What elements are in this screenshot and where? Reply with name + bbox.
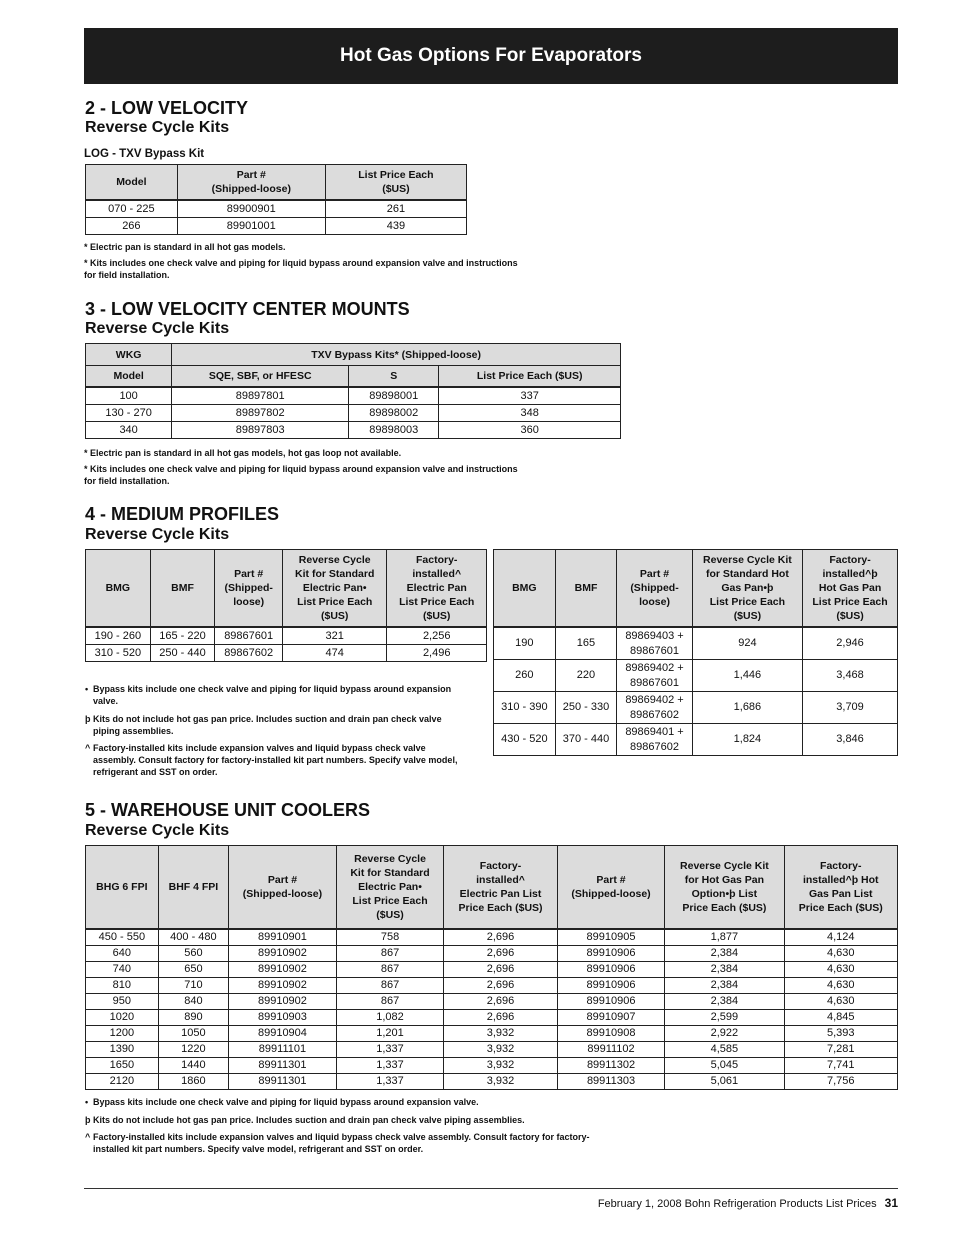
table-cell: 89898003 — [349, 422, 439, 439]
table-cell: 1,082 — [336, 1010, 444, 1026]
column-header: BMG — [494, 550, 556, 628]
table-cell: 261 — [325, 200, 466, 218]
table-cell: 1,877 — [665, 929, 784, 946]
table-cell: 89910902 — [229, 978, 337, 994]
section-5-subtitle: Reverse Cycle Kits — [85, 822, 230, 839]
header-row — [86, 846, 898, 930]
table-cell: 439 — [325, 218, 466, 235]
column-header: S — [349, 366, 439, 388]
column-header: Part # (Shipped-loose) — [177, 165, 325, 201]
section-2-note-1: * Electric pan is standard in all hot gas models. — [84, 242, 286, 252]
table-cell: 89869402 + 89867602 — [617, 692, 692, 724]
header-row — [86, 366, 621, 388]
section-5-note-2 — [85, 1114, 785, 1126]
table-cell: 321 — [283, 627, 387, 645]
table-cell: 2,384 — [665, 978, 784, 994]
table-cell: 758 — [336, 929, 444, 946]
table-cell: 950 — [86, 994, 159, 1010]
column-header: Part # (Shipped-loose) — [229, 846, 337, 930]
table-row — [86, 200, 467, 218]
table-cell: 360 — [439, 422, 621, 439]
table-cell: 430 - 520 — [494, 724, 556, 756]
note-symbol: • — [85, 1097, 89, 1107]
table-cell: 370 - 440 — [555, 724, 617, 756]
table-cell: 3,468 — [803, 660, 898, 692]
section-3-table — [85, 343, 621, 439]
column-header: Reverse Cycle Kit for Hot Gas Pan Option•þ List Price Each ($US) — [665, 846, 784, 930]
section-3-title: 3 - LOW VELOCITY CENTER MOUNTS — [85, 299, 410, 319]
table-cell: 7,756 — [784, 1074, 897, 1090]
table-cell: 165 — [555, 627, 617, 660]
table-cell: 4,630 — [784, 962, 897, 978]
table-cell: 89901001 — [177, 218, 325, 235]
column-header: Part # (Shipped-loose) — [557, 846, 665, 930]
column-header: BMF — [150, 550, 215, 628]
header-row — [86, 165, 467, 201]
section-4-right-table — [493, 549, 898, 756]
section-5-note-3 — [85, 1131, 625, 1155]
header-row — [86, 550, 487, 628]
table-cell: 2,696 — [444, 962, 557, 978]
table-cell: 89910902 — [229, 946, 337, 962]
table-row — [86, 994, 898, 1010]
table-row — [86, 1026, 898, 1042]
table-row — [86, 978, 898, 994]
table-cell: 89898002 — [349, 405, 439, 422]
note-symbol: þ — [85, 714, 91, 724]
table-cell: 1220 — [158, 1042, 229, 1058]
table-cell: 89910908 — [557, 1026, 665, 1042]
table-cell: 924 — [692, 627, 802, 660]
table-cell: 867 — [336, 994, 444, 1010]
table-cell: 89910903 — [229, 1010, 337, 1026]
table-cell: 2120 — [86, 1074, 159, 1090]
column-header: BMF — [555, 550, 617, 628]
table-cell: 070 - 225 — [86, 200, 178, 218]
table-row — [86, 387, 621, 405]
table-cell: 89897802 — [172, 405, 349, 422]
table-cell: 89911301 — [229, 1074, 337, 1090]
table-cell: 4,585 — [665, 1042, 784, 1058]
section-4-note-3 — [85, 742, 460, 778]
table-cell: 337 — [439, 387, 621, 405]
table-cell: 640 — [86, 946, 159, 962]
table-cell: 250 - 440 — [150, 645, 215, 662]
table-cell: 867 — [336, 962, 444, 978]
table-row — [494, 627, 898, 660]
table-cell: 890 — [158, 1010, 229, 1026]
table-cell: 310 - 520 — [86, 645, 151, 662]
table-row — [494, 692, 898, 724]
table-cell: 710 — [158, 978, 229, 994]
table-cell: 100 — [86, 387, 172, 405]
table-cell: 165 - 220 — [150, 627, 215, 645]
table-cell: 1200 — [86, 1026, 159, 1042]
table-row — [494, 660, 898, 692]
note-text: Bypass kits include one check valve and piping for liquid bypass around expansion valve. — [93, 1097, 479, 1107]
table-cell: 740 — [86, 962, 159, 978]
table-cell: 89900901 — [177, 200, 325, 218]
table-cell: 867 — [336, 978, 444, 994]
table-cell: 2,922 — [665, 1026, 784, 1042]
table-row — [86, 946, 898, 962]
section-3-note-2: * Kits includes one check valve and piping for liquid bypass around expansion valve and instructions for field installation. — [84, 464, 518, 486]
table-cell: 89911303 — [557, 1074, 665, 1090]
table-cell: 4,845 — [784, 1010, 897, 1026]
table-row — [86, 405, 621, 422]
table-cell: 4,124 — [784, 929, 897, 946]
table-cell: 474 — [283, 645, 387, 662]
table-cell: 190 - 260 — [86, 627, 151, 645]
table-cell: 2,384 — [665, 994, 784, 1010]
section-5-table — [85, 845, 898, 1090]
table-cell: 650 — [158, 962, 229, 978]
table-cell: 89910906 — [557, 962, 665, 978]
note-symbol: þ — [85, 1115, 91, 1125]
table-cell: 2,696 — [444, 946, 557, 962]
table-cell: 1650 — [86, 1058, 159, 1074]
table-cell: 1440 — [158, 1058, 229, 1074]
table-cell: 89869401 + 89867602 — [617, 724, 692, 756]
note-text: Factory-installed kits include expansion valves and liquid bypass check valve assembly. Consult factory for factory-installed kit part numbers. Specify valve model, refrigerant and SST on order. — [93, 1132, 590, 1154]
table-cell: 89910906 — [557, 946, 665, 962]
table-cell: 2,696 — [444, 994, 557, 1010]
section-4-left-table — [85, 549, 487, 662]
group-header-row — [86, 344, 621, 366]
table-cell: 2,946 — [803, 627, 898, 660]
table-row — [86, 962, 898, 978]
column-header: BHG 6 FPI — [86, 846, 159, 930]
table-row — [86, 645, 487, 662]
column-header: Factory- installed^ Electric Pan List Price Each ($US) — [444, 846, 557, 930]
footer-text: February 1, 2008 Bohn Refrigeration Products List Prices — [597, 1198, 877, 1210]
section-2-note-2: * Kits includes one check valve and piping for liquid bypass around expansion valve and instructions for field installation. — [84, 258, 518, 280]
column-header: SQE, SBF, or HFESC — [172, 366, 349, 388]
table-cell: 4,630 — [784, 994, 897, 1010]
table-cell: 340 — [86, 422, 172, 439]
group-header: TXV Bypass Kits* (Shipped-loose) — [172, 344, 621, 366]
table-cell: 89911101 — [229, 1042, 337, 1058]
section-2-subtitle: Reverse Cycle Kits — [85, 119, 230, 136]
table-row — [86, 218, 467, 235]
table-cell: 1,337 — [336, 1074, 444, 1090]
column-header: Model — [86, 366, 172, 388]
note-text: Bypass kits include one check valve and piping for liquid bypass around expansion valve. — [93, 684, 452, 706]
table-row — [86, 1042, 898, 1058]
table-cell: 89911301 — [229, 1058, 337, 1074]
table-cell: 1390 — [86, 1042, 159, 1058]
page-title: Hot Gas Options For Evaporators — [340, 45, 642, 66]
table-cell: 840 — [158, 994, 229, 1010]
column-header: Reverse Cycle Kit for Standard Electric Pan• List Price Each ($US) — [336, 846, 444, 930]
note-symbol: ^ — [85, 743, 91, 753]
section-4-note-1 — [85, 683, 460, 707]
table-cell: 1860 — [158, 1074, 229, 1090]
column-header: Factory- installed^þ Hot Gas Pan List Price Each ($US) — [803, 550, 898, 628]
table-cell: 89869403 + 89867601 — [617, 627, 692, 660]
table-row — [86, 1010, 898, 1026]
table-cell: 89867602 — [215, 645, 283, 662]
column-header: Reverse Cycle Kit for Standard Electric Pan• List Price Each ($US) — [283, 550, 387, 628]
table-row — [86, 422, 621, 439]
column-header: BMG — [86, 550, 151, 628]
table-cell: 867 — [336, 946, 444, 962]
table-cell: 130 - 270 — [86, 405, 172, 422]
table-row — [86, 929, 898, 946]
note-text: Kits do not include hot gas pan price. Includes suction and drain pan check valve piping assemblies. — [93, 714, 442, 736]
footer-divider — [84, 1188, 898, 1189]
table-cell: 190 — [494, 627, 556, 660]
table-cell: 310 - 390 — [494, 692, 556, 724]
table-cell: 5,393 — [784, 1026, 897, 1042]
table-cell: 3,709 — [803, 692, 898, 724]
table-cell: 450 - 550 — [86, 929, 159, 946]
table-cell: 3,932 — [444, 1058, 557, 1074]
column-header: Part # (Shipped- loose) — [617, 550, 692, 628]
note-text: Kits do not include hot gas pan price. Includes suction and drain pan check valve piping assemblies. — [93, 1115, 525, 1125]
column-header: List Price Each ($US) — [439, 366, 621, 388]
table-cell: 2,696 — [444, 1010, 557, 1026]
table-cell: 1050 — [158, 1026, 229, 1042]
note-symbol: • — [85, 684, 89, 694]
table-cell: 266 — [86, 218, 178, 235]
header-banner — [84, 28, 898, 84]
table-row — [494, 724, 898, 756]
section-3-note-1: * Electric pan is standard in all hot gas models, hot gas loop not available. — [84, 448, 402, 458]
table-cell: 560 — [158, 946, 229, 962]
table-cell: 1,337 — [336, 1058, 444, 1074]
table-cell: 89910905 — [557, 929, 665, 946]
table-cell: 89910904 — [229, 1026, 337, 1042]
table-cell: 89898001 — [349, 387, 439, 405]
section-2-kit-title: LOG - TXV Bypass Kit — [84, 148, 205, 160]
table-cell: 220 — [555, 660, 617, 692]
page-number: 31 — [884, 1196, 898, 1210]
column-header: List Price Each ($US) — [325, 165, 466, 201]
table-cell: 4,630 — [784, 978, 897, 994]
table-cell: 3,932 — [444, 1074, 557, 1090]
table-row — [86, 1074, 898, 1090]
table-cell: 7,741 — [784, 1058, 897, 1074]
table-cell: 1,824 — [692, 724, 802, 756]
column-header: Part # (Shipped- loose) — [215, 550, 283, 628]
table-cell: 3,846 — [803, 724, 898, 756]
table-cell: 810 — [86, 978, 159, 994]
column-header: Model — [86, 165, 178, 201]
header-row — [494, 550, 898, 628]
table-cell: 89897801 — [172, 387, 349, 405]
table-cell: 89867601 — [215, 627, 283, 645]
table-cell: 5,061 — [665, 1074, 784, 1090]
table-cell: 89910901 — [229, 929, 337, 946]
table-cell: 7,281 — [784, 1042, 897, 1058]
group-header: WKG — [86, 344, 172, 366]
table-cell: 2,599 — [665, 1010, 784, 1026]
table-cell: 3,932 — [444, 1042, 557, 1058]
table-cell: 2,384 — [665, 962, 784, 978]
column-header: Factory- installed^þ Hot Gas Pan List Price Each ($US) — [784, 846, 897, 930]
table-cell: 5,045 — [665, 1058, 784, 1074]
section-4-note-2 — [85, 713, 460, 737]
section-3-subtitle: Reverse Cycle Kits — [85, 320, 230, 337]
table-cell: 89911302 — [557, 1058, 665, 1074]
table-cell: 1,337 — [336, 1042, 444, 1058]
table-cell: 250 - 330 — [555, 692, 617, 724]
table-cell: 1020 — [86, 1010, 159, 1026]
section-2-table — [85, 164, 467, 235]
note-text: Factory-installed kits include expansion valves and liquid bypass check valve assembly. Consult factory for factory-installed kit part numbers. Specify valve model, refrigerant and SST on order. — [93, 743, 458, 777]
table-cell: 400 - 480 — [158, 929, 229, 946]
section-4-subtitle: Reverse Cycle Kits — [85, 526, 230, 543]
note-symbol: ^ — [85, 1132, 91, 1142]
column-header: Reverse Cycle Kit for Standard Hot Gas Pan•þ List Price Each ($US) — [692, 550, 802, 628]
table-cell: 1,201 — [336, 1026, 444, 1042]
table-cell: 4,630 — [784, 946, 897, 962]
table-cell: 260 — [494, 660, 556, 692]
table-cell: 89910906 — [557, 978, 665, 994]
table-cell: 89910902 — [229, 962, 337, 978]
table-cell: 89897803 — [172, 422, 349, 439]
table-cell: 2,256 — [387, 627, 487, 645]
table-cell: 2,496 — [387, 645, 487, 662]
table-cell: 89911102 — [557, 1042, 665, 1058]
table-cell: 89869402 + 89867601 — [617, 660, 692, 692]
column-header: Factory- installed^ Electric Pan List Price Each ($US) — [387, 550, 487, 628]
table-cell: 348 — [439, 405, 621, 422]
table-cell: 89910906 — [557, 994, 665, 1010]
table-cell: 3,932 — [444, 1026, 557, 1042]
table-row — [86, 627, 487, 645]
table-cell: 2,384 — [665, 946, 784, 962]
table-cell: 2,696 — [444, 978, 557, 994]
table-row — [86, 1058, 898, 1074]
table-cell: 89910907 — [557, 1010, 665, 1026]
table-cell: 1,446 — [692, 660, 802, 692]
section-5-note-1 — [85, 1096, 785, 1108]
section-4-title: 4 - MEDIUM PROFILES — [85, 504, 280, 524]
section-2-title: 2 - LOW VELOCITY — [85, 98, 249, 118]
table-cell: 2,696 — [444, 929, 557, 946]
column-header: BHF 4 FPI — [158, 846, 229, 930]
section-5-title: 5 - WAREHOUSE UNIT COOLERS — [85, 800, 371, 820]
table-cell: 89910902 — [229, 994, 337, 1010]
footer — [598, 1196, 898, 1210]
table-cell: 1,686 — [692, 692, 802, 724]
